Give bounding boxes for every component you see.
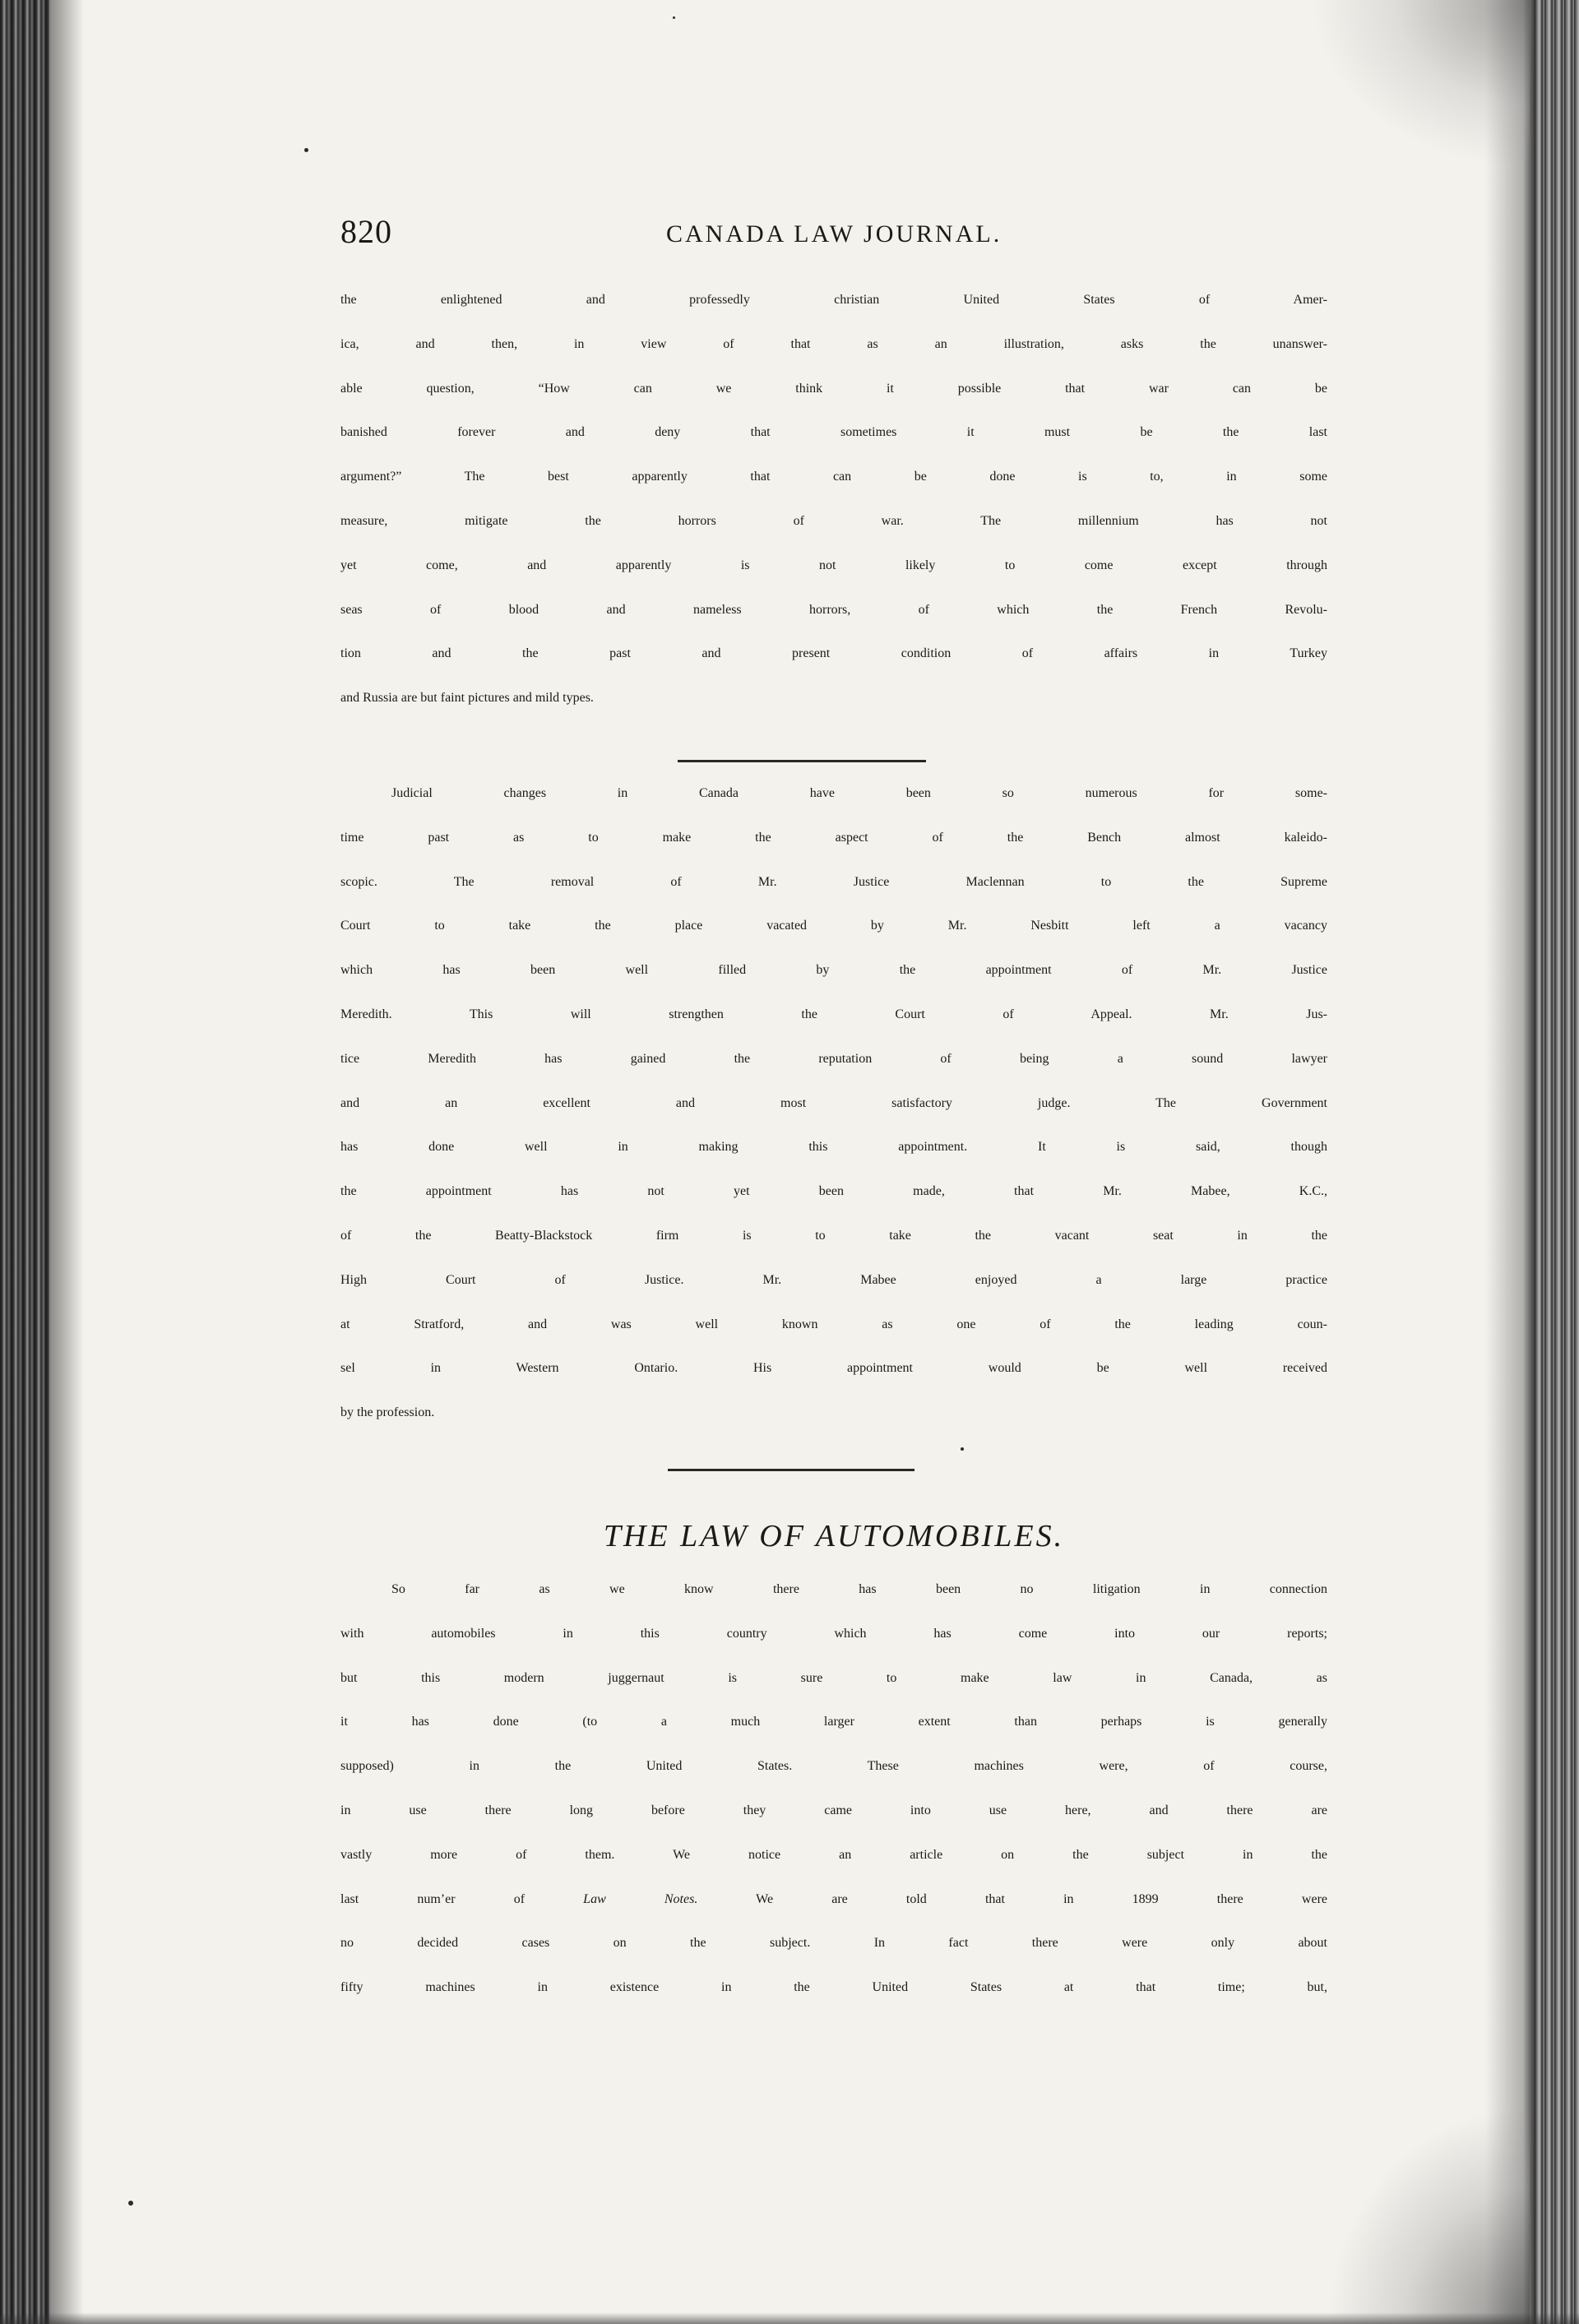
text-line: and Russia are but faint pictures and mild types. [340,691,594,706]
text-line: measure, mitigate the horrors of war. The millennium has not [340,513,1327,528]
text-line: tion and the past and present condition of affairs in Turkey [340,646,1327,661]
text-segment: last num’er of [340,1891,584,1906]
scan-edge-left [0,0,51,2324]
text-line: supposed) in the United States. These machines were, of course, [340,1759,1327,1774]
page-number: 820 [340,213,392,250]
scan-speck [128,2201,133,2206]
text-line: by the profession. [340,1405,435,1420]
text-line: time past as to make the aspect of the Bench almost kaleido- [340,830,1327,845]
text-segment: We are told that in 1899 there were [697,1891,1327,1906]
publication-title: Law Notes. [583,1891,698,1906]
text-line: at Stratford, and was well known as one of the leading coun- [340,1317,1327,1331]
text-line: of the Beatty-Blackstock firm is to take the vacant seat in the [340,1228,1327,1243]
paragraph-law-of-automobiles [340,1582,1327,2025]
text-line: has done well in making this appointment. It is said, though [340,1140,1327,1155]
section-heading: THE LAW OF AUTOMOBILES. [603,1519,1065,1553]
text-line: the appointment has not yet been made, that Mr. Mabee, K.C., [340,1184,1327,1199]
text-line: the enlightened and professedly christian United States of Amer- [340,293,1327,307]
paragraph-judicial-changes [340,786,1327,1450]
scan-speck [304,148,308,152]
text-line: sel in Western Ontario. His appointment would be well received [340,1361,1327,1376]
text-line: ica, and then, in view of that as an illustration, asks the unanswer- [340,336,1327,351]
text-line: Judicial changes in Canada have been so numerous for some- [391,786,1327,800]
text-line [340,1892,1327,1937]
text-line: which has been well filled by the appointment of Mr. Justice [340,963,1327,978]
scan-speck [673,16,675,19]
scan-corner-top-right [1316,0,1530,164]
text-line: seas of blood and nameless horrors, of which the French Revolu- [340,602,1327,617]
scan-corner-bottom-right [1332,2110,1530,2324]
text-line: argument?” The best apparently that can be done is to, in some [340,470,1327,484]
text-line: Court to take the place vacated by Mr. Nesbitt left a vacancy [340,919,1327,933]
paragraph-war-continuation [340,293,1327,735]
text-line: fifty machines in existence in the United States at that time; but, [340,1980,1327,1995]
scan-edge-left-shadow [51,0,84,2324]
text-line: High Court of Justice. Mr. Mabee enjoyed a large practice [340,1272,1327,1287]
journal-title: CANADA LAW JOURNAL. [666,220,1003,248]
running-head [340,212,1327,262]
scan-edge-right-shadow [1485,0,1535,2324]
text-line: So far as we know there has been no litigation in connection [391,1582,1327,1596]
scan-edge-right [1535,0,1579,2324]
text-line: scopic. The removal of Mr. Justice Maclennan to the Supreme [340,874,1327,889]
text-line: able question, “How can we think it possible that war can be [340,381,1327,396]
text-line: and an excellent and most satisfactory judge. The Government [340,1095,1327,1110]
text-line: tice Meredith has gained the reputation of being a sound lawyer [340,1051,1327,1066]
scan-edge-bottom [0,2312,1579,2324]
text-line: banished forever and deny that sometimes it must be the last [340,425,1327,440]
section-divider [678,760,926,762]
section-divider [668,1469,915,1471]
text-line: Meredith. This will strengthen the Court of Appeal. Mr. Jus- [340,1007,1327,1021]
text-line: it has done (to a much larger extent than perhaps is generally [340,1715,1327,1729]
text-line: with automobiles in this country which has come into our reports; [340,1626,1327,1641]
text-line: but this modern juggernaut is sure to make law in Canada, as [340,1670,1327,1685]
text-line: in use there long before they came into use here, and there are [340,1803,1327,1817]
text-line: yet come, and apparently is not likely to come except through [340,558,1327,572]
text-line: no decided cases on the subject. In fact there were only about [340,1936,1327,1951]
text-line: vastly more of them. We notice an article on the subject in the [340,1847,1327,1862]
